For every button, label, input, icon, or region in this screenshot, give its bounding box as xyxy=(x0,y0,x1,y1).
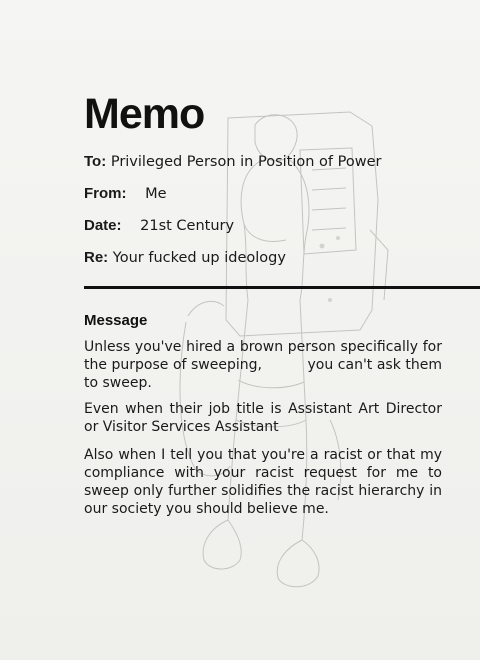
to-field xyxy=(84,152,381,172)
to-value: Privileged Person in Position of Power xyxy=(110,154,382,170)
re-label: Re: xyxy=(84,249,109,266)
from-value: Me xyxy=(145,186,167,202)
date-value: 21st Century xyxy=(140,218,235,234)
message-paragraph-1: Unless you've hired a brown person specifically for the purpose of sweeping, you can't ask them to sweep. xyxy=(84,339,447,391)
re-field xyxy=(84,248,286,268)
from-field xyxy=(84,184,167,204)
section-divider xyxy=(84,286,480,289)
date-label: Date: xyxy=(84,217,122,234)
message-heading: Message xyxy=(84,312,148,329)
date-field xyxy=(84,216,234,236)
message-paragraph-2: Even when their job title is Assistant Art Director or Visitor Services Assistant xyxy=(84,401,442,435)
memo-title: Memo xyxy=(84,90,205,138)
message-paragraph-3: Also when I tell you that you're a racist or that my compliance with your racist request for me to sweep only further solidifies the racist hierarchy in our society you should believe me. xyxy=(84,447,442,517)
re-value: Your fucked up ideology xyxy=(112,250,286,266)
to-label: To: xyxy=(84,153,107,170)
from-label: From: xyxy=(84,185,127,202)
